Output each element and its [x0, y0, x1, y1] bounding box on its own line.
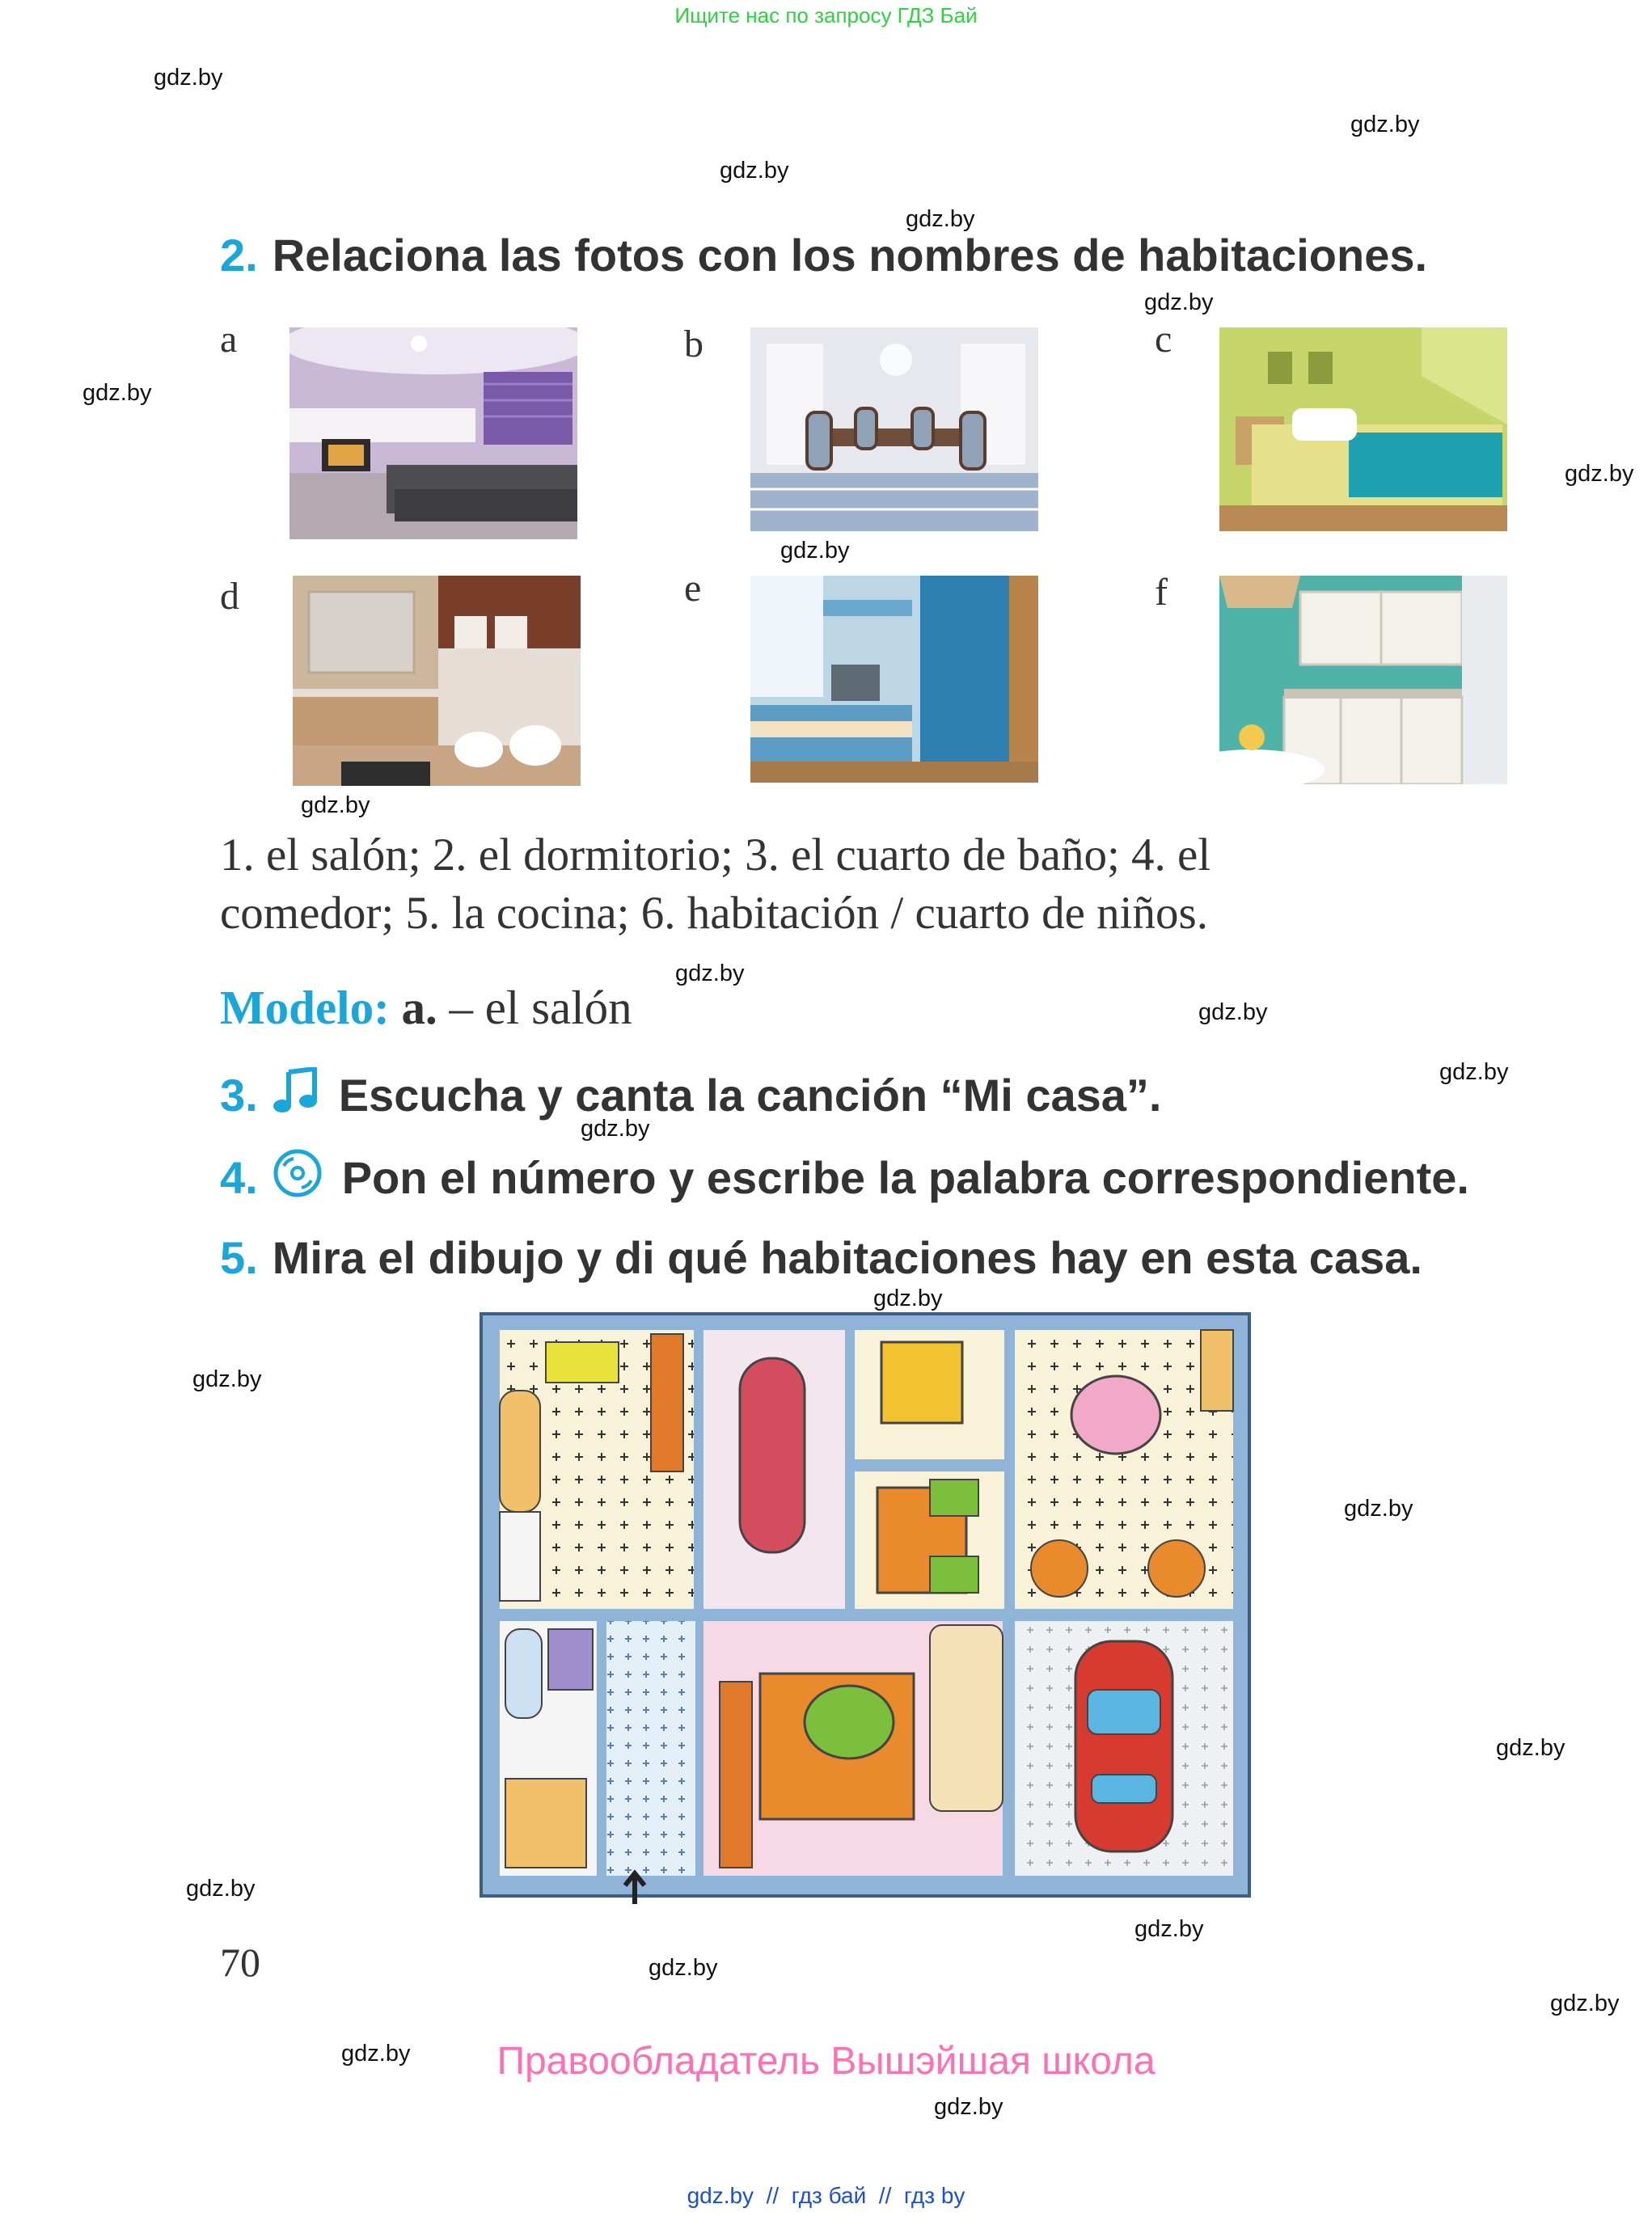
watermark: gdz.by: [192, 1366, 262, 1392]
watermark: gdz.by: [906, 206, 975, 232]
task-text: Pon el número y escribe la palabra correspondiente.: [341, 1152, 1469, 1203]
room-word-list: [220, 826, 1530, 943]
music-note-icon: [273, 1067, 319, 1125]
watermark: gdz.by: [82, 380, 152, 406]
photo-bedroom: [1219, 327, 1507, 531]
task-4-heading: [220, 1148, 1469, 1209]
task-5-heading: [220, 1231, 1422, 1284]
photo-label: f: [1155, 571, 1168, 614]
model-letter: a.: [401, 981, 437, 1034]
watermark: gdz.by: [1439, 1059, 1509, 1085]
photo-bathroom: [293, 576, 581, 786]
bottom-links[interactable]: gdz.by // гдз бай // гдз by: [687, 2183, 965, 2208]
watermark: gdz.by: [873, 1286, 943, 1311]
watermark: gdz.by: [1198, 999, 1268, 1025]
watermark: gdz.by: [720, 158, 789, 184]
task-text: Relaciona las fotos con los nombres de habitaciones.: [272, 230, 1428, 281]
photo-label: d: [220, 575, 239, 618]
watermark: gdz.by: [1550, 1991, 1620, 2016]
photo-dining-room: [750, 327, 1038, 531]
watermark: gdz.by: [341, 2041, 411, 2067]
watermark: gdz.by: [675, 961, 745, 986]
watermark: gdz.by: [1344, 1496, 1413, 1522]
watermark: gdz.by: [1134, 1916, 1204, 1942]
task-text: Escucha y canta la canción “Mi casa”.: [338, 1070, 1162, 1121]
cd-disc-icon: [273, 1148, 323, 1209]
top-banner: Ищите нас по запросу ГДЗ Бай: [674, 3, 978, 27]
task-number: 3.: [220, 1070, 258, 1121]
watermark: gdz.by: [301, 792, 370, 818]
watermark: gdz.by: [780, 538, 850, 564]
task-number: 2.: [220, 230, 258, 281]
word-list-line: comedor; 5. la cocina; 6. habitación / cuarto de niños.: [220, 888, 1208, 939]
house-floor-plan: [477, 1310, 1253, 1908]
watermark: gdz.by: [186, 1876, 256, 1902]
model-label: Modelo:: [220, 981, 390, 1034]
watermark: gdz.by: [1350, 112, 1420, 137]
rights-holder: Правообладатель Вышэйшая школа: [496, 2040, 1156, 2083]
task-3-heading: [220, 1067, 1162, 1125]
task-number: 4.: [220, 1152, 258, 1203]
task-2-heading: [220, 229, 1427, 281]
watermark: gdz.by: [649, 1955, 718, 1981]
photo-label: a: [220, 318, 238, 361]
task-number: 5.: [220, 1232, 258, 1283]
watermark: gdz.by: [1565, 461, 1634, 487]
page-number: 70: [220, 1940, 260, 1985]
photo-label: e: [684, 567, 702, 610]
model-example: [220, 980, 632, 1036]
photo-living-room: [289, 327, 577, 539]
photo-kitchen: [1219, 576, 1507, 784]
watermark: gdz.by: [581, 1116, 650, 1142]
task-text: Mira el dibujo y di qué habitaciones hay en esta casa.: [272, 1232, 1422, 1283]
watermark: gdz.by: [154, 65, 223, 91]
watermark: gdz.by: [934, 2094, 1003, 2120]
photo-label: b: [684, 323, 703, 365]
word-list-line: 1. el salón; 2. el dormitorio; 3. el cuarto de baño; 4. el: [220, 830, 1211, 880]
watermark: gdz.by: [1144, 289, 1214, 315]
photo-kids-room: [750, 576, 1038, 783]
model-answer: – el salón: [437, 981, 632, 1034]
watermark: gdz.by: [1496, 1735, 1565, 1761]
photo-label: c: [1155, 318, 1172, 361]
